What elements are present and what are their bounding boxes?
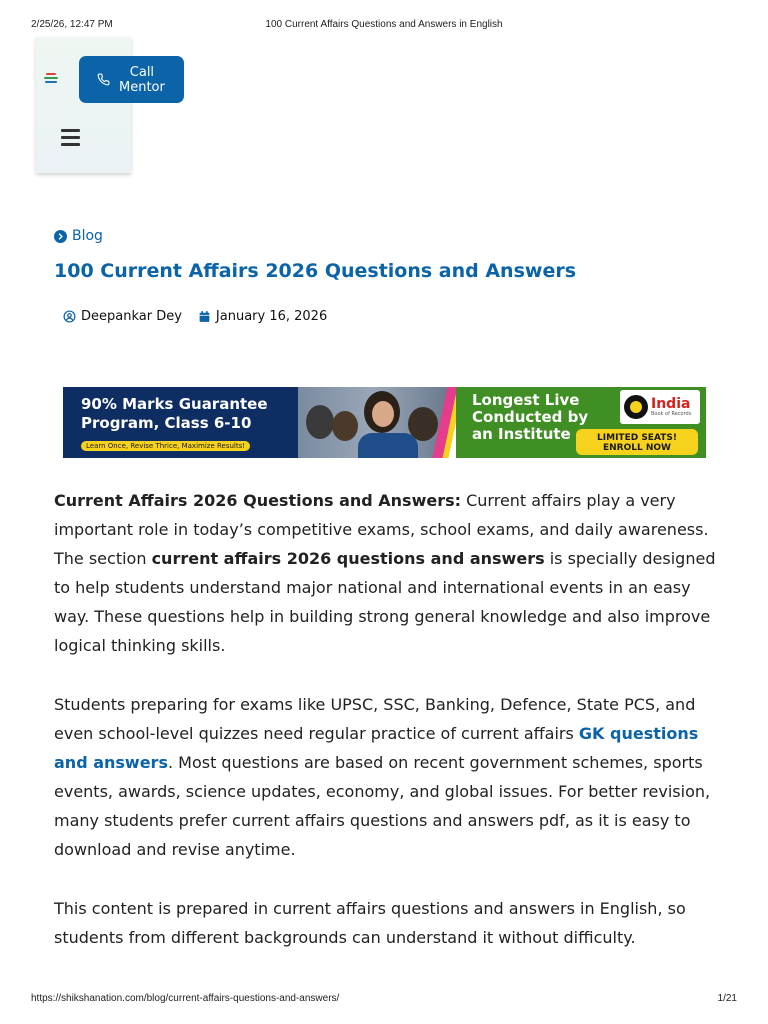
banner-left	[63, 387, 298, 458]
p1-text-b: is specially designed to help students understand major national and international events in an easy way. These questions help in building strong general knowledge and also improve logical thinking skills.	[54, 549, 716, 655]
paragraph-2	[54, 690, 722, 864]
user-icon	[63, 310, 76, 323]
phone-icon	[97, 73, 110, 86]
page-title: 100 Current Affairs 2026 Questions and Answers	[54, 260, 577, 282]
p1-bold: current affairs 2026 questions and answers	[151, 549, 545, 568]
banner-right	[456, 387, 706, 458]
call-label-line1: Call	[129, 64, 155, 80]
banner-headline-2: Program, Class 6-10	[81, 414, 252, 432]
article-meta	[63, 309, 343, 324]
enroll-now-button[interactable]	[576, 429, 698, 455]
banner-right-line3: an Institute	[472, 425, 571, 443]
paragraph-1	[54, 486, 722, 660]
gk-questions-link[interactable]: GK questions and answers	[54, 724, 699, 772]
print-footer	[0, 993, 768, 1007]
logo-icon[interactable]	[44, 73, 60, 87]
lead-text: Current Affairs 2026 Questions and Answers:	[54, 491, 462, 510]
author-name[interactable]: Deepankar Dey	[81, 309, 182, 324]
chevron-right-icon	[54, 230, 67, 243]
paragraph-3: This content is prepared in current affairs questions and answers in English, so students from different backgrounds can understand it without difficulty.	[54, 899, 686, 947]
call-label-line2: Mentor	[119, 79, 165, 95]
p2-text-b: . Most questions are based on recent government schemes, sports events, awards, science updates, economy, and global issues. For better revision, many students prefer current affairs questions and answers pdf, as it is easy to download and revise anytime.	[54, 753, 711, 859]
banner-headline-1: 90% Marks Guarantee	[81, 395, 268, 413]
date-text: January 16, 2026	[215, 309, 328, 324]
p1-text-a: Current affairs play a very important role in today’s competitive exams, school exams, and daily awareness. The section	[54, 491, 709, 568]
print-title: 100 Current Affairs Questions and Answers in English	[265, 19, 503, 30]
banner-right-line1: Longest Live	[472, 391, 580, 409]
publish-date	[198, 309, 327, 324]
promo-banner[interactable]	[63, 387, 706, 458]
print-header	[0, 19, 768, 33]
print-page-number: 1/21	[717, 993, 737, 1004]
cta-line1: LIMITED SEATS!	[597, 433, 677, 443]
banner-tagline: Learn Once, Revise Thrice, Maximize Results!	[81, 441, 250, 451]
breadcrumb-blog-link[interactable]: Blog	[72, 228, 103, 244]
call-mentor-button[interactable]	[79, 56, 184, 103]
records-logo-icon	[624, 395, 648, 419]
print-url: https://shikshanation.com/blog/current-affairs-questions-and-answers/	[31, 993, 340, 1004]
author[interactable]	[63, 309, 182, 324]
banner-right-line2: Conducted by	[472, 408, 589, 426]
p2-text-a: Students preparing for exams like UPSC, SSC, Banking, Defence, State PCS, and even school-level quizzes need regular practice of current affairs	[54, 695, 696, 743]
badge-title: India	[651, 396, 691, 412]
banner-students-image	[298, 387, 448, 458]
records-badge	[620, 390, 700, 424]
badge-subtitle: Book of Records	[651, 411, 692, 417]
breadcrumb[interactable]	[54, 228, 103, 244]
cta-line2: ENROLL NOW	[603, 443, 671, 453]
call-mentor-label	[119, 65, 165, 95]
calendar-icon	[198, 310, 211, 323]
menu-icon[interactable]	[61, 129, 80, 146]
article-body	[54, 486, 722, 982]
print-datetime: 2/25/26, 12:47 PM	[31, 19, 113, 30]
